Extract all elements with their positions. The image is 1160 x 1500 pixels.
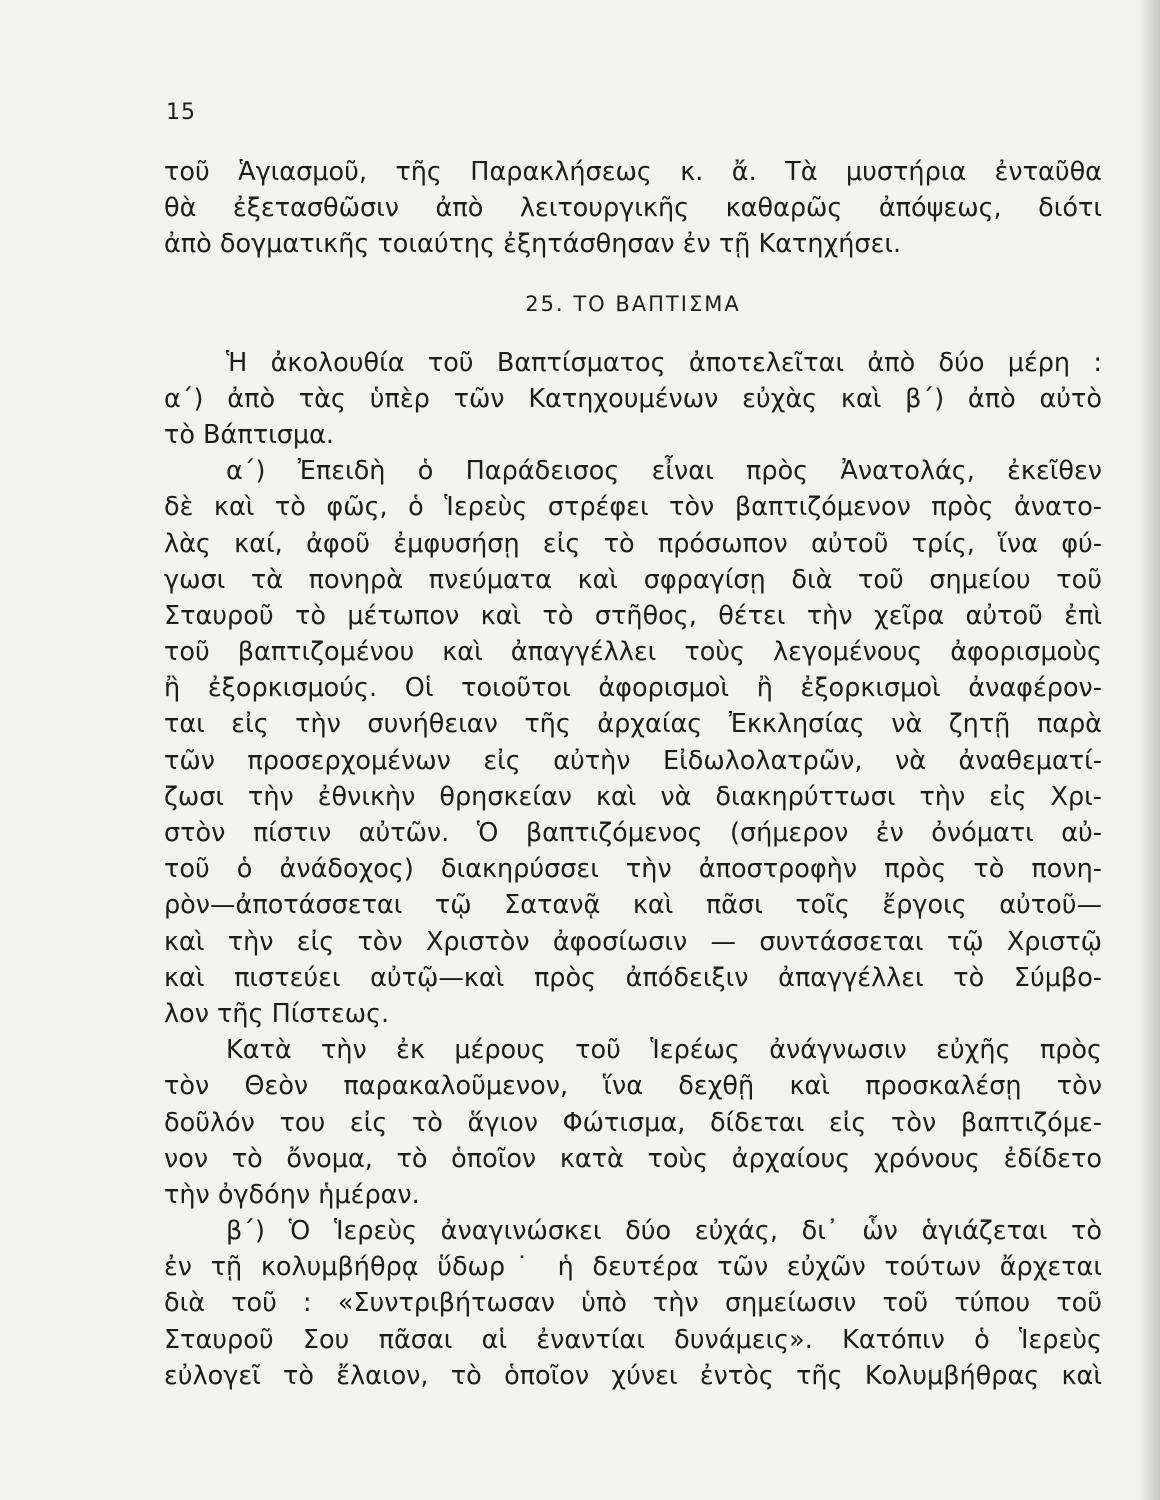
- text-line: τὸν Θεὸν παρακαλοῦμενον, ἵνα δεχθῇ καὶ προσκαλέσῃ τὸν: [164, 1071, 1102, 1102]
- text-line: στὸν πίστιν αὐτῶν. Ὁ βαπτιζόμενος (σήμερον ἐν ὀνόματι αὐ-: [164, 818, 1102, 848]
- text-line: τοῦ Ἁγιασμοῦ, τῆς Παρακλήσεως κ. ἄ. Τὰ μυστήρια ἐνταῦθα: [164, 157, 1102, 187]
- page-number: 15: [166, 100, 196, 125]
- text-line: Ἡ ἀκολουθία τοῦ Βαπτίσματος ἀποτελεῖται ἀπὸ δύο μέρη :: [226, 347, 1102, 378]
- text-line: ἢ ἐξορκισμούς. Οἱ τοιοῦτοι ἀφορισμοὶ ἢ ἐξορκισμοὶ ἀναφέρον-: [164, 673, 1102, 704]
- text-line: τῶν προσερχομένων εἰς αὐτὴν Εἰδωλολατρῶν, νὰ ἀναθεματί-: [164, 745, 1102, 776]
- text-line: ζωσι τὴν ἐθνικὴν θρησκείαν καὶ νὰ διακηρύττωσι τὴν εἰς Χρι-: [164, 781, 1102, 812]
- text-line: θὰ ἐξετασθῶσιν ἀπὸ λειτουργικῆς καθαρῶς ἀπόψεως, διότι: [164, 193, 1102, 224]
- text-line: Σταυροῦ τὸ μέτωπον καὶ τὸ στῆθος, θέτει τὴν χεῖρα αὐτοῦ ἐπὶ: [164, 600, 1102, 631]
- text-line: ται εἰς τὴν συνήθειαν τῆς ἀρχαίας Ἐκκλησίας νὰ ζητῇ παρὰ: [164, 709, 1102, 740]
- text-line: α΄) ἀπὸ τὰς ὑπὲρ τῶν Κατηχουμένων εὐχὰς καὶ β΄) ἀπὸ αὐτὸ: [164, 383, 1102, 414]
- text-line: Σταυροῦ Σου πᾶσαι αἱ ἐναντίαι δυνάμεις». Κατόπιν ὁ Ἱερεὺς: [164, 1324, 1102, 1355]
- text-line: τοῦ βαπτιζομένου καὶ ἀπαγγέλλει τοὺς λεγομένους ἀφορισμοὺς: [164, 637, 1102, 668]
- text-line: τὴν ὀγδόην ἡμέραν.: [164, 1179, 420, 1210]
- section-heading: 25. ΤΟ ΒΑΠΤΙΣΜΑ: [525, 291, 741, 316]
- text-line: τοῦ ὁ ἀνάδοχος) διακηρύσσει τὴν ἀποστροφὴν πρὸς τὸ πονη-: [164, 854, 1102, 885]
- text-line: γωσι τὰ πονηρὰ πνεύματα καὶ σφραγίσῃ διὰ τοῦ σημείου τοῦ: [164, 564, 1102, 595]
- text-line: εὐλογεῖ τὸ ἔλαιον, τὸ ὁποῖον χύνει ἐντὸς τῆς Κολυμβήθρας καὶ: [164, 1360, 1102, 1391]
- text-line: τὸ Βάπτισμα.: [164, 419, 334, 450]
- text-line: λὰς καί, ἀφοῦ ἐμφυσήσῃ εἰς τὸ πρόσωπον αὐτοῦ τρίς, ἵνα φύ-: [164, 528, 1102, 559]
- text-line: καὶ πιστεύει αὐτῷ—καὶ πρὸς ἀπόδειξιν ἀπαγγέλλει τὸ Σύμβο-: [164, 962, 1102, 993]
- text-line: Κατὰ τὴν ἐκ μέρους τοῦ Ἱερέως ἀνάγνωσιν εὐχῆς πρὸς: [226, 1035, 1102, 1066]
- text-line: δοῦλόν του εἰς τὸ ἅγιον Φώτισμα, δίδεται εἰς τὸν βαπτιζόμε-: [164, 1107, 1102, 1138]
- text-line: καὶ τὴν εἰς τὸν Χριστὸν ἀφοσίωσιν — συντάσσεται τῷ Χριστῷ: [164, 926, 1102, 957]
- text-line: ρὸν—ἀποτάσσεται τῷ Σατανᾷ καὶ πᾶσι τοῖς ἔργοις αὐτοῦ—: [164, 890, 1102, 921]
- text-line: ἀπὸ δογματικῆς τοιαύτης ἐξητάσθησαν ἐν τῇ Κατηχήσει.: [164, 229, 902, 260]
- text-line: α΄) Ἐπειδὴ ὁ Παράδεισος εἶναι πρὸς Ἀνατολάς, ἐκεῖθεν: [226, 456, 1102, 487]
- text-line: διὰ τοῦ : «Συντριβήτωσαν ὑπὸ τὴν σημείωσιν τοῦ τύπου τοῦ: [164, 1288, 1102, 1319]
- text-line: ἐν τῇ κολυμβήθρᾳ ὕδωρ˙ ἡ δευτέρα τῶν εὐχῶν τούτων ἄρχεται: [164, 1252, 1102, 1283]
- page-spine-shadow: [1138, 0, 1160, 1500]
- text-line: νον τὸ ὄνομα, τὸ ὁποῖον κατὰ τοὺς ἀρχαίους χρόνους ἐδίδετο: [164, 1143, 1102, 1174]
- text-line: λον τῆς Πίστεως.: [164, 998, 390, 1029]
- body-text: [164, 154, 1102, 1394]
- text-line: δὲ καὶ τὸ φῶς, ὁ Ἱερεὺς στρέφει τὸν βαπτιζόμενον πρὸς ἀνατο-: [164, 492, 1102, 523]
- text-line: β΄) Ὁ Ἱερεὺς ἀναγινώσκει δύο εὐχάς, δι᾽ ὧν ἁγιάζεται τὸ: [226, 1216, 1102, 1247]
